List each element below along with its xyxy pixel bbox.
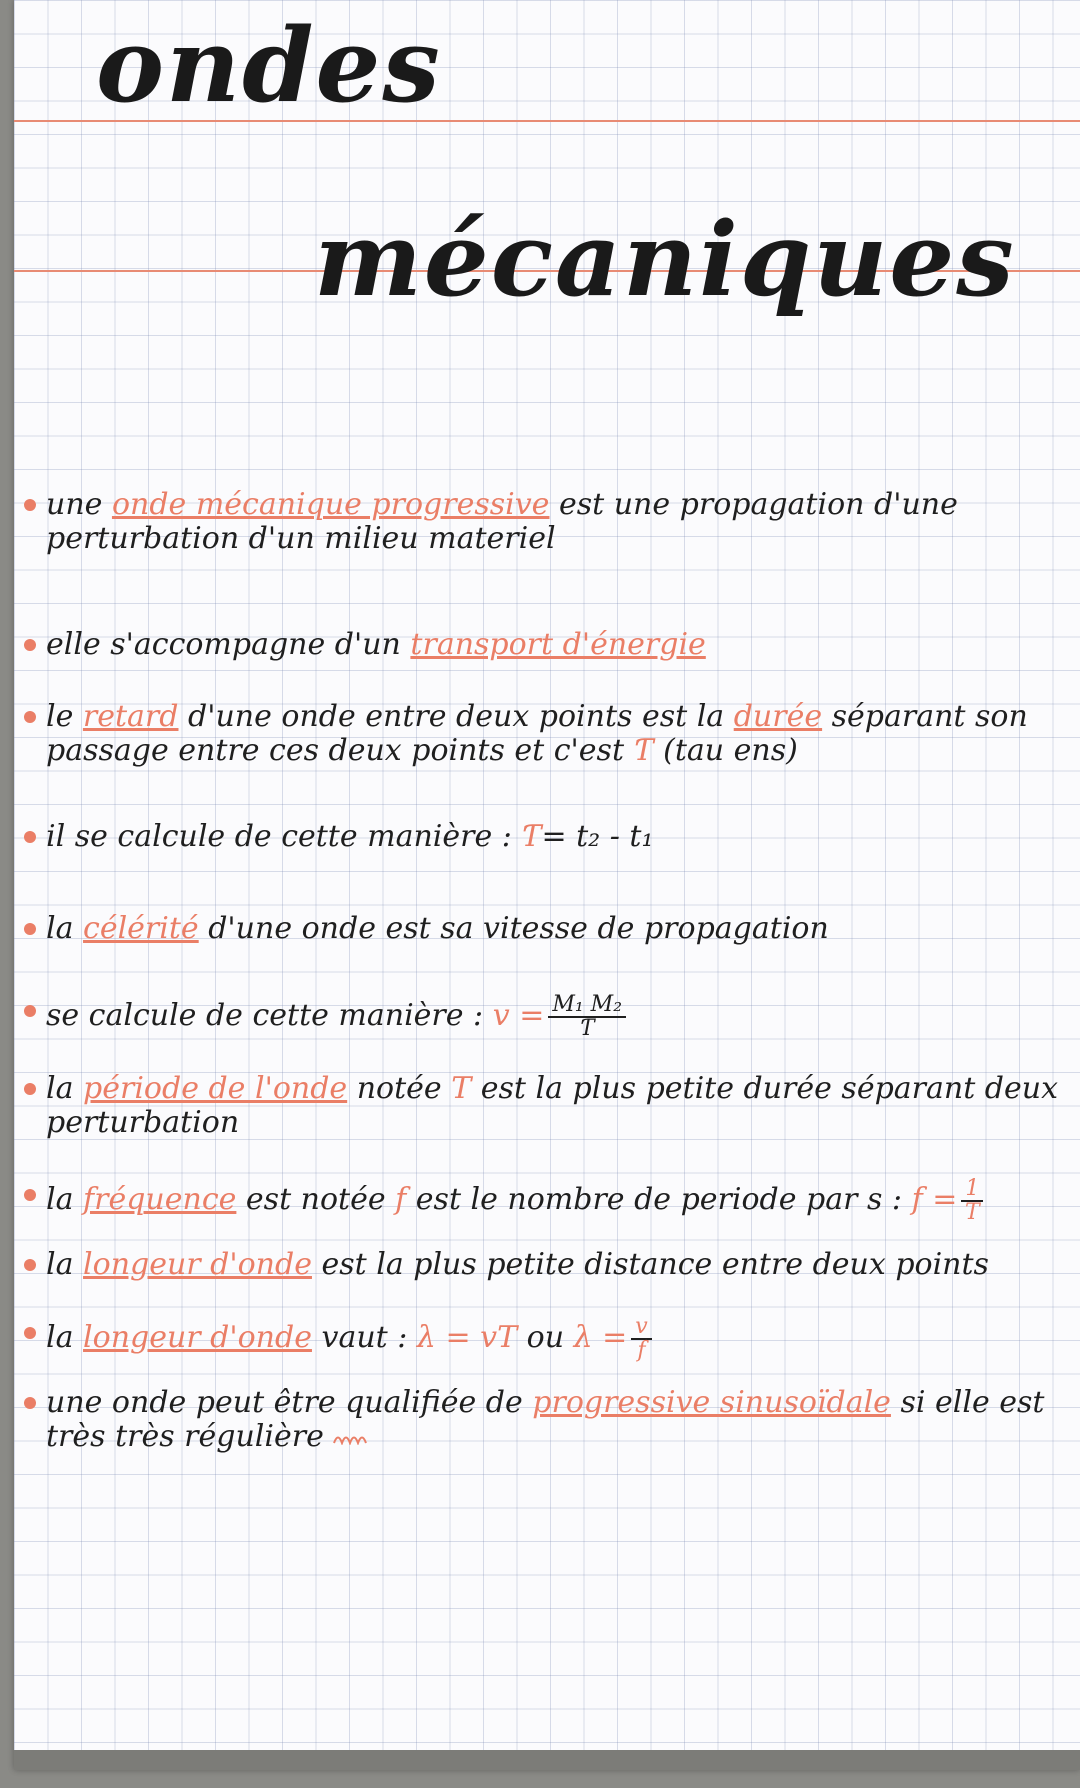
bullet-dot-icon bbox=[24, 923, 36, 935]
highlighted-term: onde mécanique progressive bbox=[111, 487, 550, 522]
bullet-item bbox=[46, 628, 1060, 662]
fraction bbox=[631, 1316, 651, 1362]
bullet-dot-icon bbox=[24, 1083, 36, 1095]
formula-text: v = bbox=[492, 998, 545, 1033]
note-text: est la plus petite distance entre deux points bbox=[311, 1247, 989, 1282]
highlighted-term: fréquence bbox=[83, 1182, 237, 1217]
bullet-item bbox=[46, 700, 1060, 768]
fraction-numerator: 1 bbox=[961, 1178, 983, 1202]
bullet-item bbox=[46, 1316, 1060, 1362]
fraction-numerator: M₁ M₂ bbox=[548, 994, 626, 1018]
highlighted-term: célérité bbox=[83, 911, 199, 946]
highlighted-term: durée bbox=[733, 699, 823, 734]
note-text: la bbox=[46, 1071, 84, 1106]
highlighted-term: longeur d'onde bbox=[83, 1247, 312, 1282]
note-text: la bbox=[46, 1320, 84, 1355]
highlighted-term: période de l'onde bbox=[83, 1071, 348, 1106]
fraction bbox=[961, 1178, 983, 1224]
fraction-denominator: T bbox=[965, 1200, 980, 1225]
bullet-item bbox=[46, 1178, 1060, 1224]
bullet-item bbox=[46, 488, 1060, 556]
note-text: se calcule de cette manière : bbox=[46, 998, 493, 1033]
bullet-item bbox=[46, 994, 1060, 1040]
bullet-item bbox=[46, 1248, 1060, 1282]
note-text: notée bbox=[347, 1071, 452, 1106]
note-text: est la plus petite durée séparant deux perturbation bbox=[46, 1071, 1059, 1140]
note-text: vaut : bbox=[311, 1320, 417, 1355]
bullet-dot-icon bbox=[24, 1259, 36, 1271]
note-text: est notée bbox=[236, 1182, 396, 1217]
note-text: la bbox=[46, 1182, 84, 1217]
formula-text: T bbox=[451, 1071, 472, 1106]
fraction-denominator: f bbox=[637, 1338, 646, 1363]
note-text: (tau ens) bbox=[653, 733, 798, 768]
bullet-dot-icon bbox=[24, 1005, 36, 1017]
fraction-numerator: v bbox=[631, 1316, 651, 1340]
fraction bbox=[548, 994, 626, 1040]
fraction-denominator: Ƭ bbox=[579, 1016, 595, 1041]
note-text: il se calcule de cette manière : bbox=[46, 819, 522, 854]
notebook-page bbox=[14, 0, 1080, 1770]
note-text: elle s'accompagne d'un bbox=[46, 627, 411, 662]
highlighted-term: longeur d'onde bbox=[83, 1320, 312, 1355]
note-text: d'une onde est sa vitesse de propagation bbox=[198, 911, 829, 946]
title-line-1: ondes bbox=[96, 6, 442, 126]
note-text: une bbox=[46, 487, 112, 522]
bullet-dot-icon bbox=[24, 1397, 36, 1409]
bullet-item bbox=[46, 1072, 1060, 1140]
bullet-item bbox=[46, 820, 1060, 854]
bullet-dot-icon bbox=[24, 1327, 36, 1339]
bullet-dot-icon bbox=[24, 639, 36, 651]
note-text: ou bbox=[517, 1320, 574, 1355]
note-text: d'une onde entre deux points est la bbox=[178, 699, 734, 734]
note-text: une onde peut être qualifiée de bbox=[46, 1385, 533, 1420]
formula-text: f bbox=[395, 1182, 407, 1217]
title-line-2: mécaniques bbox=[314, 200, 1016, 320]
bullet-dot-icon bbox=[24, 1189, 36, 1201]
note-text: est une propagation d'une perturbation d'un milieu materiel bbox=[46, 487, 958, 556]
bullet-item bbox=[46, 1386, 1060, 1454]
note-text: la bbox=[46, 911, 84, 946]
formula-text: λ = bbox=[573, 1320, 628, 1355]
bullet-dot-icon bbox=[24, 831, 36, 843]
formula-text: Ƭ bbox=[521, 819, 542, 854]
note-text: si elle est très très régulière bbox=[46, 1385, 1045, 1454]
bullet-dot-icon bbox=[24, 499, 36, 511]
bullet-dot-icon bbox=[24, 711, 36, 723]
bullet-item bbox=[46, 912, 1060, 946]
note-text: = t₂ - t₁ bbox=[541, 819, 654, 854]
formula-text: f = bbox=[911, 1182, 958, 1217]
highlighted-term: retard bbox=[82, 699, 179, 734]
note-text: séparant son passage entre ces deux points et c'est bbox=[46, 699, 1028, 768]
wave-icon bbox=[333, 1431, 373, 1445]
formula-text: Ƭ bbox=[633, 733, 654, 768]
highlighted-term: progressive sinusoïdale bbox=[532, 1385, 891, 1420]
formula-text: λ = vT bbox=[416, 1320, 518, 1355]
note-text: est le nombre de periode par s : bbox=[406, 1182, 912, 1217]
note-text: le bbox=[46, 699, 83, 734]
note-text: la bbox=[46, 1247, 84, 1282]
page-edge bbox=[14, 1750, 1080, 1770]
highlighted-term: transport d'énergie bbox=[410, 627, 706, 662]
